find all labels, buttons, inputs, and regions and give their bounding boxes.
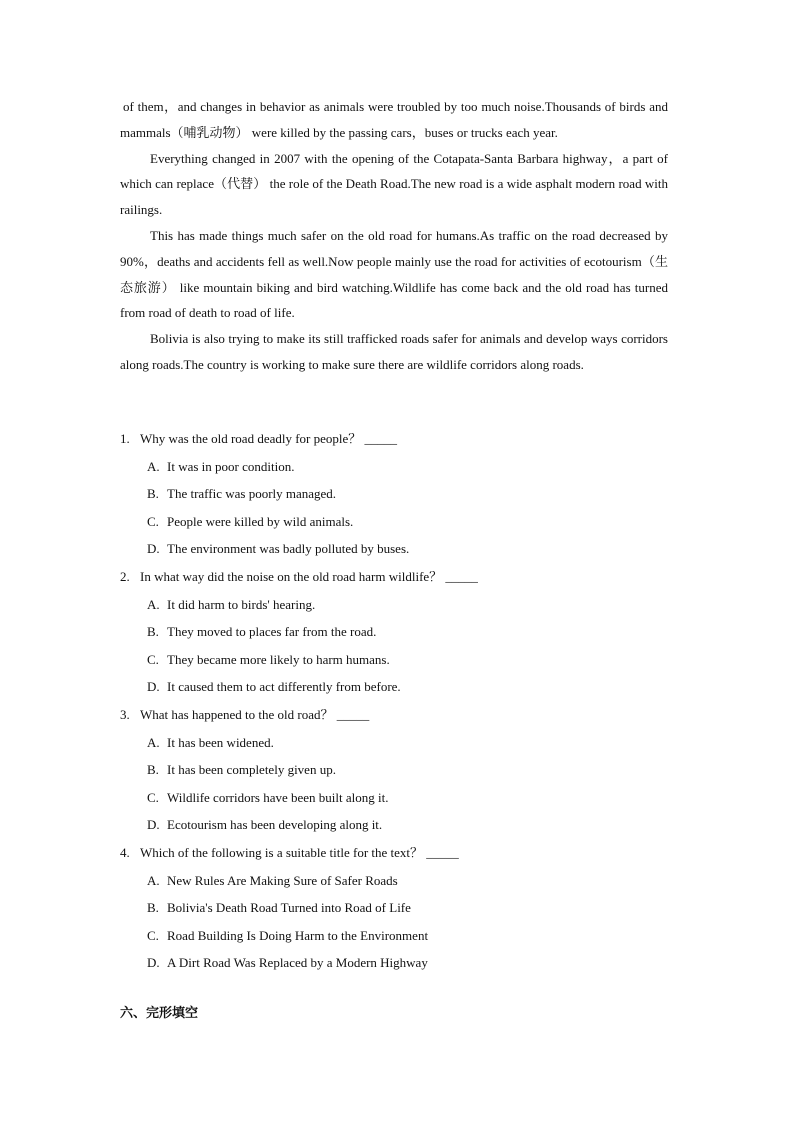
option-text: It did harm to birds' hearing. bbox=[167, 596, 316, 612]
option-text: Ecotourism has been developing along it. bbox=[167, 817, 383, 833]
option-a bbox=[120, 453, 680, 481]
option-letter: D. bbox=[147, 955, 160, 971]
option-c bbox=[120, 646, 680, 674]
option-d bbox=[120, 673, 680, 701]
option-letter: D. bbox=[147, 541, 160, 557]
option-text: The environment was badly polluted by buses. bbox=[167, 541, 410, 557]
option-a bbox=[120, 729, 680, 757]
option-text: People were killed by wild animals. bbox=[167, 513, 354, 529]
question-list bbox=[120, 425, 680, 977]
question-number: 1. bbox=[120, 431, 130, 446]
question-3 bbox=[120, 701, 680, 839]
option-letter: C. bbox=[147, 651, 159, 667]
option-a bbox=[120, 591, 680, 619]
option-text: Bolivia's Death Road Turned into Road of Life bbox=[167, 900, 411, 916]
option-a bbox=[120, 867, 680, 895]
question-text: What has happened to the old road？ _____ bbox=[140, 706, 370, 722]
question-stem bbox=[120, 425, 680, 453]
option-text: New Rules Are Making Sure of Safer Roads bbox=[167, 872, 398, 888]
option-letter: B. bbox=[147, 624, 159, 640]
option-letter: D. bbox=[147, 679, 160, 695]
option-b bbox=[120, 480, 680, 508]
option-letter: C. bbox=[147, 927, 159, 943]
option-d bbox=[120, 811, 680, 839]
option-text: It was in poor condition. bbox=[167, 458, 295, 474]
option-text: They became more likely to harm humans. bbox=[167, 651, 390, 667]
section-heading: 六、完形填空 bbox=[120, 1006, 199, 1021]
option-letter: C. bbox=[147, 789, 159, 805]
option-b bbox=[120, 618, 680, 646]
option-letter: A. bbox=[147, 458, 160, 474]
question-1 bbox=[120, 425, 680, 563]
reading-passage bbox=[120, 94, 668, 378]
option-letter: B. bbox=[147, 486, 159, 502]
option-c bbox=[120, 508, 680, 536]
passage-paragraph-3: This has made things much safer on the old road for humans.As traffic on the road decreased by 90%，deaths and accidents fell as well.Now people mainly use the road for activities of ecotourism（生态旅游） like mountain biking and bird watching.Wildlife has come back and the old road has turned from road of death to road of life. bbox=[120, 227, 668, 321]
option-text: A Dirt Road Was Replaced by a Modern Highway bbox=[167, 955, 428, 971]
option-letter: A. bbox=[147, 872, 160, 888]
question-number: 3. bbox=[120, 706, 130, 722]
option-text: Road Building Is Doing Harm to the Environment bbox=[167, 927, 429, 943]
option-c bbox=[120, 922, 680, 950]
option-b bbox=[120, 756, 680, 784]
passage-paragraph-1: of them，and changes in behavior as animals were troubled by too much noise.Thousands of birds and mammals（哺乳动物） were killed by the passing cars，buses or trucks each year. bbox=[120, 99, 668, 140]
question-stem bbox=[120, 563, 680, 591]
question-number: 4. bbox=[120, 844, 130, 860]
question-2 bbox=[120, 563, 680, 701]
option-d bbox=[120, 535, 680, 563]
question-number: 2. bbox=[120, 568, 130, 584]
option-text: They moved to places far from the road. bbox=[167, 624, 377, 640]
option-text: It has been widened. bbox=[167, 734, 274, 750]
question-text: Which of the following is a suitable title for the text？ _____ bbox=[140, 844, 459, 860]
option-letter: D. bbox=[147, 817, 160, 833]
passage-paragraph-2: Everything changed in 2007 with the opening of the Cotapata-Santa Barbara highway，a part of which can replace（代替） the role of the Death Road.The new road is a wide asphalt modern road with railings. bbox=[120, 150, 668, 218]
option-letter: B. bbox=[147, 762, 159, 778]
option-letter: B. bbox=[147, 900, 159, 916]
question-text: Why was the old road deadly for people？ _____ bbox=[140, 431, 398, 446]
option-c bbox=[120, 784, 680, 812]
option-letter: A. bbox=[147, 596, 160, 612]
question-stem bbox=[120, 839, 680, 867]
option-letter: A. bbox=[147, 734, 160, 750]
option-d bbox=[120, 949, 680, 977]
option-text: It has been completely given up. bbox=[167, 762, 336, 778]
question-stem bbox=[120, 701, 680, 729]
question-4 bbox=[120, 839, 680, 977]
option-text: It caused them to act differently from before. bbox=[167, 679, 401, 695]
option-b bbox=[120, 894, 680, 922]
question-text: In what way did the noise on the old road harm wildlife？ _____ bbox=[140, 568, 478, 584]
option-text: Wildlife corridors have been built along it. bbox=[167, 789, 389, 805]
passage-paragraph-4: Bolivia is also trying to make its still trafficked roads safer for animals and develop ways corridors along roads.The country is working to make sure there are wildlife corridors along roads. bbox=[120, 331, 668, 372]
option-letter: C. bbox=[147, 513, 159, 529]
option-text: The traffic was poorly managed. bbox=[167, 486, 337, 502]
